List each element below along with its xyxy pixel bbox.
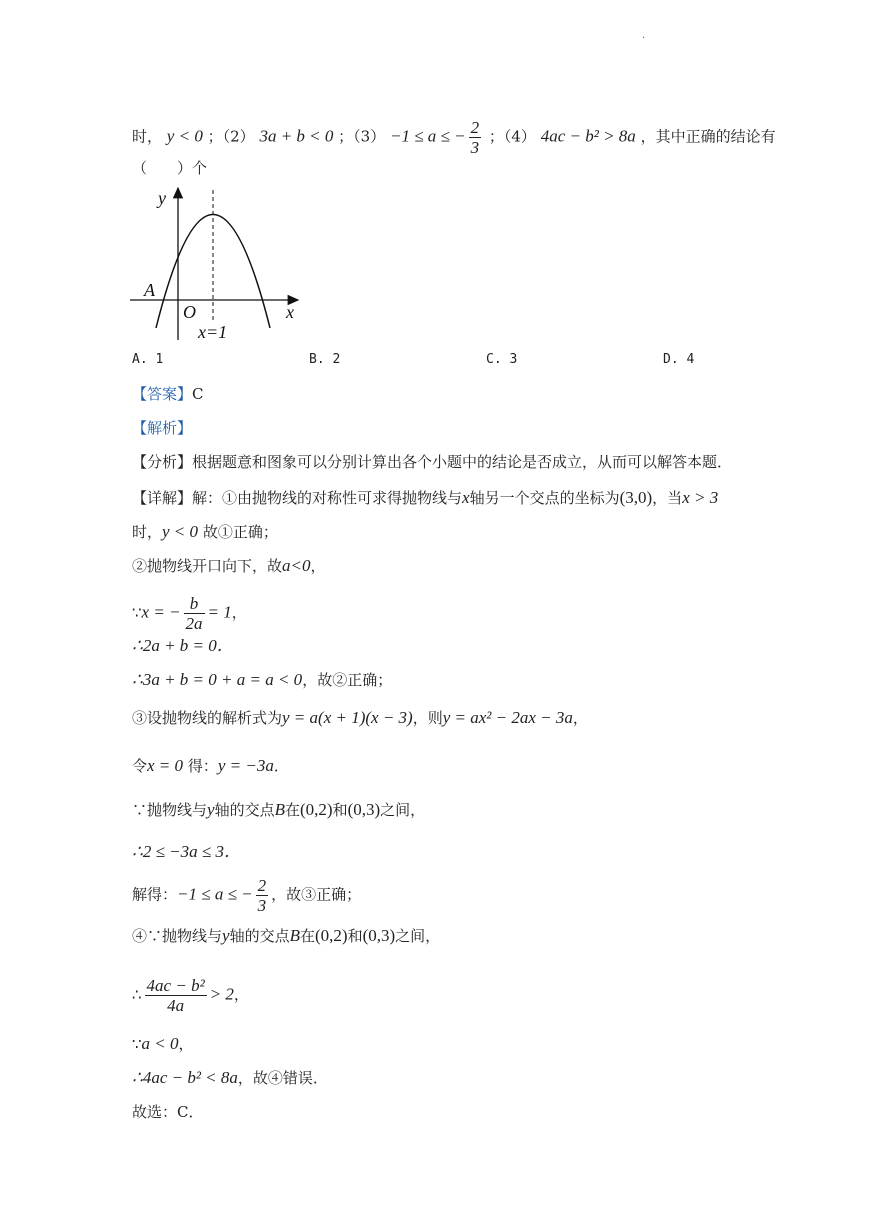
fraction-b-over-2a: $\frac{b}{2a}$ (185, 594, 203, 633)
detail-line-7: ③设抛物线的解析式为y = a(x + 1)(x − 3)，则y = ax² − 2ax − 3a， (132, 708, 588, 727)
fraction-two-thirds: $\frac{2}{3}$ (470, 118, 480, 157)
origin-label: O (183, 302, 196, 322)
parabola-figure (128, 180, 318, 345)
text: ，其中正确的结论有 (640, 127, 776, 146)
detail-line-1: 【详解】解：①由抛物线的对称性可求得抛物线与x轴另一个交点的坐标为(3,0)，当x > 3 (132, 488, 719, 507)
detail-tag: 【详解】 (132, 489, 193, 507)
detail-line-16: 故选：C． (132, 1103, 204, 1121)
point-a-label: A (144, 280, 155, 300)
text: 时， (132, 127, 163, 146)
question-line-2: （ ）个 (132, 159, 208, 177)
detail-line-12: ④∵抛物线与y轴的交点B在(0,2)和(0,3)之间， (132, 926, 441, 945)
symmetry-axis-label: x=1 (198, 322, 228, 342)
detail-line-2: 时，y < 0 故①正确； (132, 522, 278, 541)
detail-line-5: ∴2a + b = 0． (132, 636, 234, 655)
detail-line-9: ∵抛物线与y轴的交点B在(0,2)和(0,3)之间， (132, 800, 426, 819)
text: ；（2） (207, 127, 255, 146)
header-mark: . (642, 30, 646, 41)
fenxi-text: 根据题意和图象可以分别计算出各个小题中的结论是否成立，从而可以解答本题． (192, 453, 733, 471)
text: ；（4） (488, 127, 536, 146)
analysis-tag: 【解析】 (132, 419, 193, 437)
condition-2: 3a + b < 0 (259, 126, 334, 146)
text: ；（3） (338, 127, 386, 146)
question-line-1 (132, 118, 776, 157)
detail-line-10: ∴2 ≤ −3a ≤ 3． (132, 842, 241, 861)
option-a: A. 1 (132, 352, 164, 367)
detail-line-14: ∵a < 0， (132, 1034, 194, 1053)
detail-line-13: ∴ $\frac{\text{4ac − b²}}{4a}$ > 2， (132, 976, 249, 1015)
condition-4: 4ac − b² > 8a (540, 126, 636, 146)
fenxi-line (132, 452, 732, 472)
condition-3: −1 ≤ a ≤ − (390, 126, 466, 146)
y-axis-label: y (158, 188, 166, 208)
detail-line-15: ∴4ac − b² < 8a，故④错误． (132, 1068, 328, 1087)
detail-line-3: ②抛物线开口向下，故a<0， (132, 556, 326, 575)
fraction-two-thirds: $\frac{2}{3}$ (257, 876, 267, 915)
detail-line-6: ∴3a + b = 0 + a = a < 0，故②正确； (132, 670, 393, 689)
option-b: B. 2 (309, 352, 341, 367)
option-d: D. 4 (663, 352, 695, 367)
detail-line-11: 解得：−1 ≤ a ≤ − $\frac{2}{3}$ ，故③正确； (132, 876, 362, 915)
fenxi-tag: 【分析】 (132, 453, 193, 471)
detail-line-4: ∵x = − $\frac{b}{2a}$ = 1， (132, 594, 247, 633)
condition-1: y < 0 (166, 126, 203, 146)
detail-line-8: 令x = 0 得：y = −3a． (132, 756, 289, 775)
answer-line (132, 384, 204, 404)
option-c: C. 3 (486, 352, 518, 367)
x-axis-label: x (286, 302, 294, 322)
answer-tag: 【答案】 (132, 385, 193, 403)
answer-value: C (192, 385, 204, 403)
fraction-discriminant: $\frac{\text{4ac − b²}}{4a}$ (146, 976, 205, 1015)
